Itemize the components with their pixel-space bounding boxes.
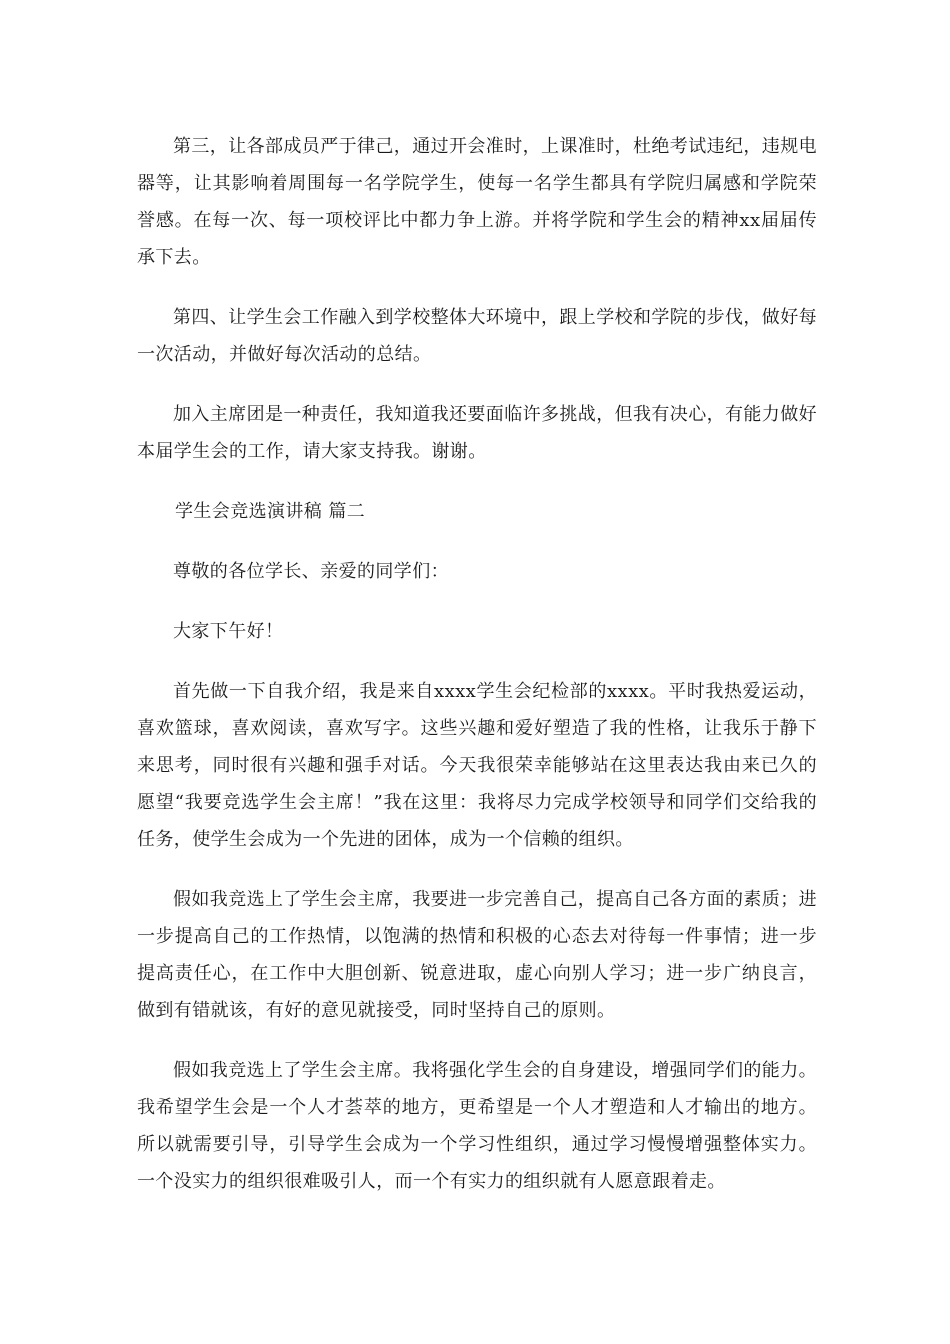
paragraph-self-introduction: 首先做一下自我介绍，我是来自xxxx学生会纪检部的xxxx。平时我热爱运动，喜欢篮球，喜欢阅读，喜欢写字。这些兴趣和爱好塑造了我的性格，让我乐于静下来思考，同时很有兴趣和强手对话。今天我很荣幸能够站在这里表达我由来已久的愿望“我要竞选学生会主席！”我在这里：我将尽力完成学校领导和同学们交给我的任务，使学生会成为一个先进的团体，成为一个信赖的组织。: [137, 681, 817, 850]
paragraph-self-improvement: 假如我竞选上了学生会主席，我要进一步完善自己，提高自己各方面的素质；进一步提高自己的工作热情，以饱满的热情和积极的心态去对待每一件事情；进一步提高责任心，在工作中大胆创新、锐意进取，虚心向别人学习；进一步广纳良言，做到有错就该，有好的意见就接受，同时坚持自己的原则。: [137, 889, 817, 1021]
document-body: [137, 128, 817, 1223]
section-title: 学生会竞选演讲稿 篇二: [175, 501, 366, 522]
paragraph-organization-building: 假如我竞选上了学生会主席。我将强化学生会的自身建设，增强同学们的能力。我希望学生会是一个人才荟萃的地方，更希望是一个人才塑造和人才输出的地方。所以就需要引导，引导学生会成为一个学习性组织，通过学习慢慢增强整体实力。一个没实力的组织很难吸引人，而一个有实力的组织就有人愿意跟着走。: [137, 1060, 817, 1192]
paragraph-greeting: 大家下午好！: [173, 621, 284, 642]
paragraph-third-point: 第三，让各部成员严于律己，通过开会准时，上课准时，杜绝考试违纪，违规电器等，让其影响着周围每一名学院学生，使每一名学生都具有学院归属感和学院荣誉感。在每一次、每一项校评比中都力争上游。并将学院和学生会的精神xx届届传承下去。: [137, 136, 817, 268]
paragraph-closing: 加入主席团是一种责任，我知道我还要面临许多挑战，但我有决心，有能力做好本届学生会的工作，请大家支持我。谢谢。: [137, 404, 817, 462]
paragraph-fourth-point: 第四、让学生会工作融入到学校整体大环境中，跟上学校和学院的步伐，做好每一次活动，并做好每次活动的总结。: [137, 307, 817, 365]
paragraph-salutation: 尊敬的各位学长、亲爱的同学们：: [173, 561, 449, 582]
